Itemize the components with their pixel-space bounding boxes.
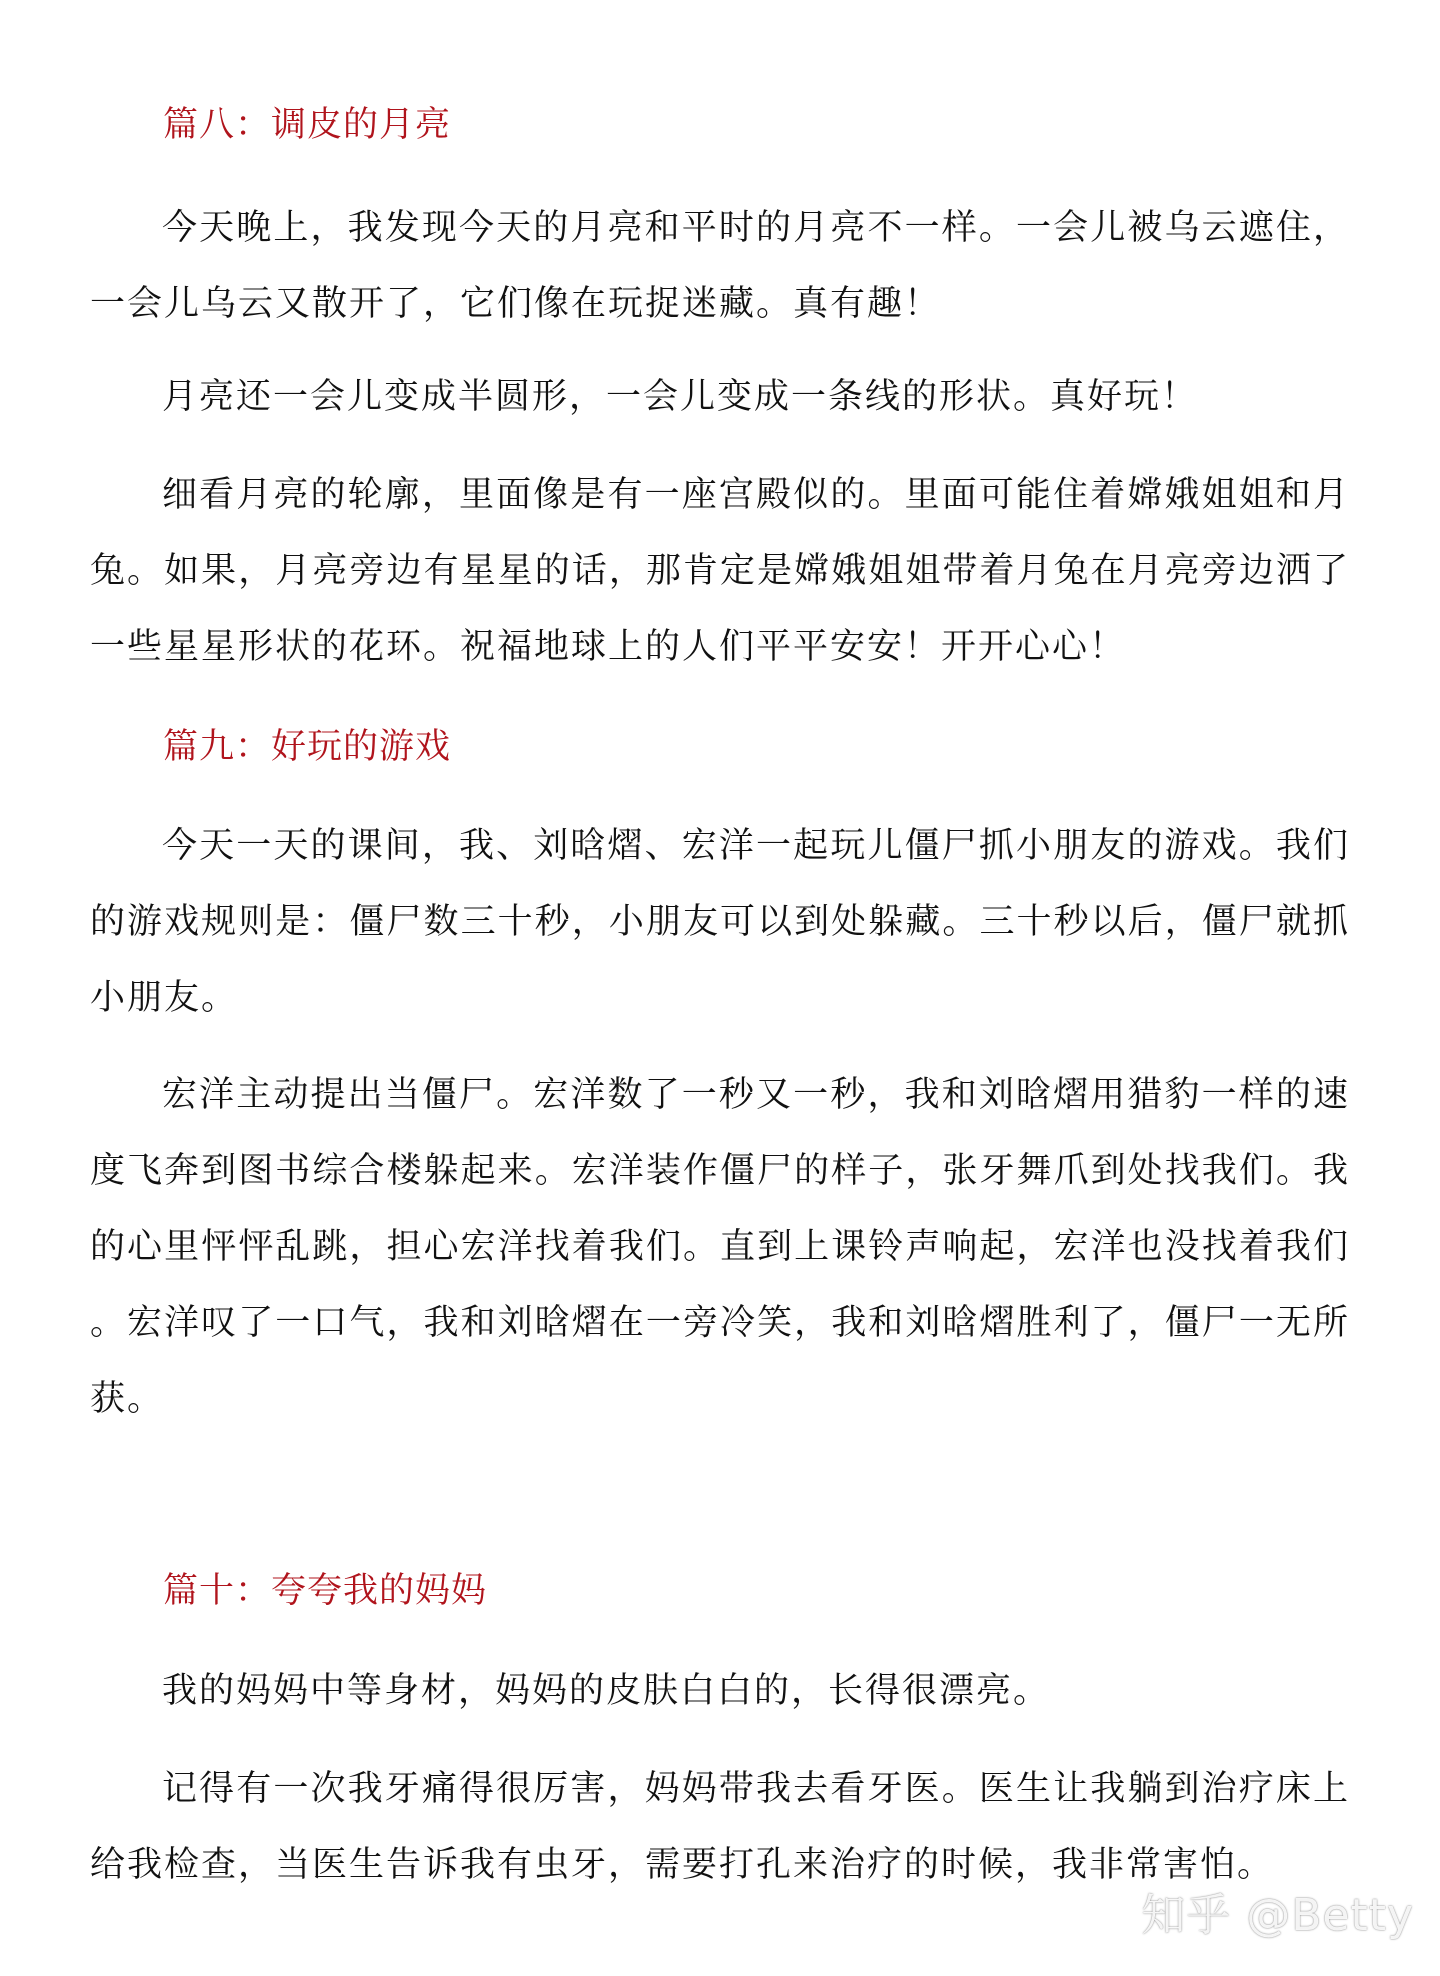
watermark: 知乎 @Betty xyxy=(1141,1890,1414,1941)
paragraph: 细看月亮的轮廓，里面像是有一座宫殿似的。里面可能住着嫦娥姐姐和月兔。如果，月亮旁边有星星的话，那肯定是嫦娥姐姐带着月兔在月亮旁边洒了一些星星形状的花环。祝福地球上的人们平平安安！开开心心！ xyxy=(90,475,1350,667)
paragraph: 今天晚上，我发现今天的月亮和平时的月亮不一样。一会儿被乌云遮住，一会儿乌云又散开了，它们像在玩捉迷藏。真有趣！ xyxy=(90,208,1350,324)
paragraph: 记得有一次我牙痛得很厉害，妈妈带我去看牙医。医生让我躺到治疗床上给我检查，当医生告诉我有虫牙，需要打孔来治疗的时候，我非常害怕。 xyxy=(90,1769,1350,1885)
paragraph: 我的妈妈中等身材，妈妈的皮肤白白的，长得很漂亮。 xyxy=(162,1671,1051,1711)
section-heading: 篇十：夸夸我的妈妈 xyxy=(163,1571,488,1611)
paragraph: 宏洋主动提出当僵尸。宏洋数了一秒又一秒，我和刘晗熠用猎豹一样的速度飞奔到图书综合楼躲起来。宏洋装作僵尸的样子，张牙舞爪到处找我们。我的心里怦怦乱跳，担心宏洋找着我们。直到上课铃声响起，宏洋也没找着我们。宏洋叹了一口气，我和刘晗熠在一旁冷笑，我和刘晗熠胜利了，僵尸一无所获。 xyxy=(90,1075,1350,1419)
section-heading: 篇九：好玩的游戏 xyxy=(163,727,452,767)
paragraph: 月亮还一会儿变成半圆形，一会儿变成一条线的形状。真好玩！ xyxy=(162,377,1199,417)
paragraph: 今天一天的课间，我、刘晗熠、宏洋一起玩儿僵尸抓小朋友的游戏。我们的游戏规则是：僵尸数三十秒，小朋友可以到处躲藏。三十秒以后，僵尸就抓小朋友。 xyxy=(90,826,1350,1018)
section-heading: 篇八：调皮的月亮 xyxy=(163,105,452,145)
